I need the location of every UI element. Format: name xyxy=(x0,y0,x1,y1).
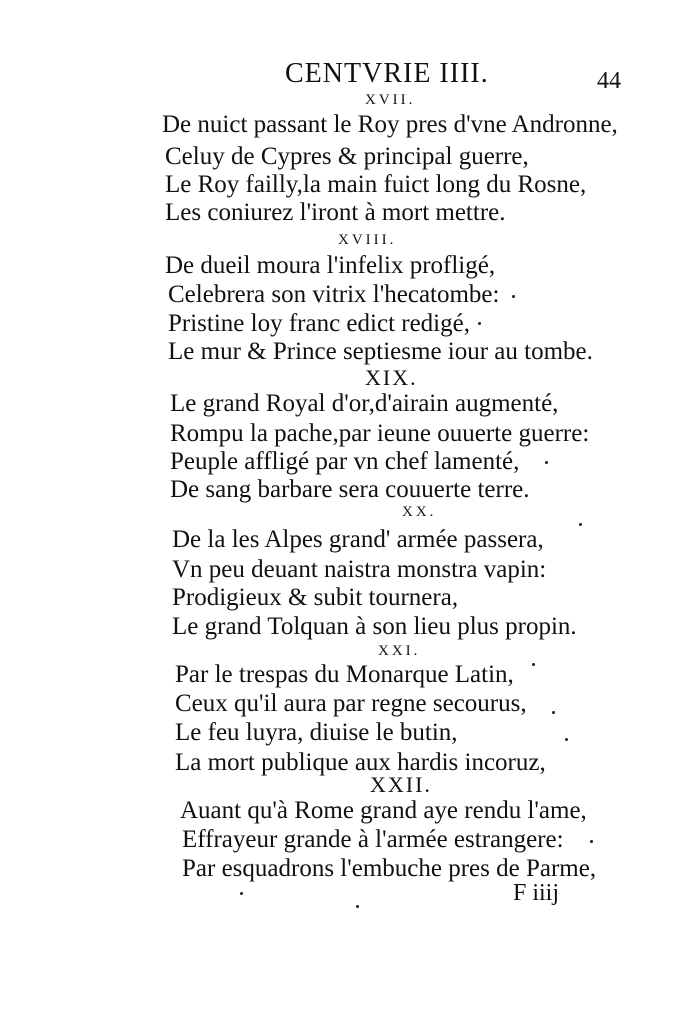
verse-line: Le grand Royal d'or,d'airain augmenté, xyxy=(170,390,559,417)
verse-line: De sang barbare sera couuerte terre. xyxy=(170,476,530,503)
verse-line: Les coniurez l'iront à mort mettre. xyxy=(165,199,506,226)
verse-line: De dueil moura l'infelix profligé, xyxy=(165,252,496,279)
ink-speck xyxy=(512,295,515,298)
ink-speck xyxy=(565,738,568,741)
verse-line: Celebrera son vitrix l'hecatombe: xyxy=(168,281,500,308)
ink-speck xyxy=(545,461,548,464)
ink-speck xyxy=(478,322,481,325)
ink-speck xyxy=(532,663,535,666)
ink-speck xyxy=(579,523,582,526)
signature-mark: F iiij xyxy=(513,880,560,906)
verse-line: La mort publique aux hardis incoruz, xyxy=(175,749,546,776)
verse-line: Celuy de Cypres & principal guerre, xyxy=(165,143,529,170)
verse-line: Le mur & Prince septiesme iour au tombe. xyxy=(168,338,593,365)
verse-line: Effrayeur grande à l'armée estrangere: xyxy=(182,826,564,853)
quatrain-number: XXII. xyxy=(370,772,432,797)
quatrain-number: XX. xyxy=(402,504,437,520)
quatrain-number: XXI. xyxy=(378,643,421,659)
verse-line: Par le trespas du Monarque Latin, xyxy=(175,661,514,688)
verse-line: Le feu luyra, diuise le butin, xyxy=(175,719,458,746)
verse-line: Le grand Tolquan à son lieu plus propin. xyxy=(172,613,577,640)
quatrain-number: XVIII. xyxy=(338,232,397,248)
ink-speck xyxy=(590,840,593,843)
verse-line: Peuple affligé par vn chef lamenté, xyxy=(170,448,520,475)
ink-speck xyxy=(240,892,243,895)
quatrain-number: XIX. xyxy=(365,365,418,390)
verse-line: Le Roy failly,la main fuict long du Rosne, xyxy=(165,171,587,198)
ink-speck xyxy=(552,711,555,714)
quatrain-number: XVII. xyxy=(365,92,416,108)
verse-line: Par esquadrons l'embuche pres de Parme, xyxy=(182,855,597,882)
verse-line: Vn peu deuant naistra monstra vapin: xyxy=(172,556,547,583)
verse-line: Prodigieux & subit tournera, xyxy=(172,584,459,611)
verse-line: De nuict passant le Roy pres d'vne Andronne, xyxy=(162,111,618,138)
verse-line: Pristine loy franc edict redigé, xyxy=(168,310,470,337)
running-title: CENTVRIE IIII. xyxy=(285,58,489,89)
verse-line: De la les Alpes grand' armée passera, xyxy=(172,526,544,553)
page-number: 44 xyxy=(597,68,621,94)
verse-line: Ceux qu'il aura par regne secourus, xyxy=(175,690,527,717)
verse-line: Rompu la pache,par ieune ouuerte guerre: xyxy=(170,420,590,447)
verse-line: Auant qu'à Rome grand aye rendu l'ame, xyxy=(180,797,587,824)
ink-speck xyxy=(356,905,359,908)
